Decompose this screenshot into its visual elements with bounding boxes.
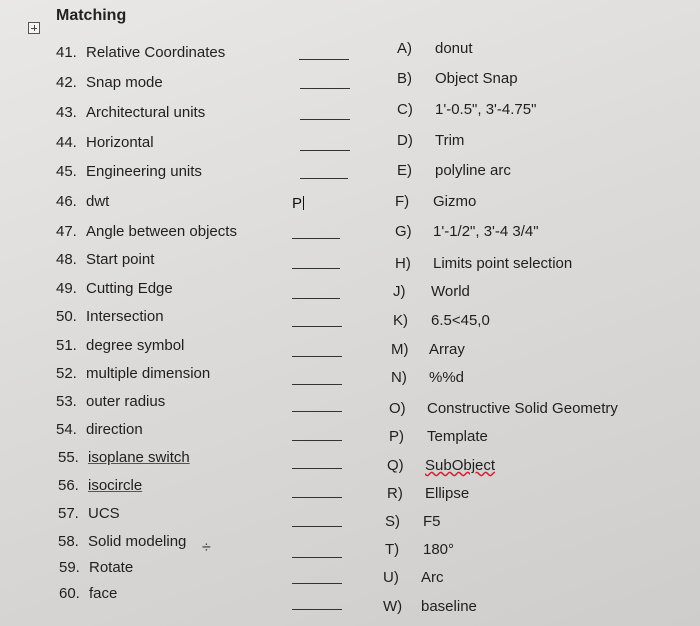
answer-option — [395, 223, 539, 240]
answer-text: Template — [427, 428, 488, 445]
answer-option — [395, 255, 572, 272]
question-text: Solid modeling — [88, 533, 187, 550]
answer-text: F5 — [423, 513, 441, 530]
answer-letter: G) — [395, 223, 412, 240]
answer-option — [383, 598, 477, 615]
answer-letter: T) — [385, 541, 400, 558]
question-number: 47. — [56, 223, 77, 240]
answer-blank-line[interactable] — [292, 440, 342, 441]
question-number: 44. — [56, 134, 77, 151]
typed-answer-text: P — [292, 195, 303, 212]
question-text: Intersection — [86, 308, 164, 325]
answer-text: 1'-0.5", 3'-4.75" — [435, 101, 537, 118]
answer-letter: N) — [391, 369, 407, 386]
answer-option — [391, 341, 465, 358]
answer-blank-line[interactable] — [292, 326, 342, 327]
question-item — [59, 585, 117, 602]
answer-option — [397, 70, 518, 87]
question-text: Rotate — [89, 559, 134, 576]
answer-text: Ellipse — [425, 485, 470, 502]
question-number: 53. — [56, 393, 77, 410]
answer-blank-line[interactable] — [300, 178, 348, 179]
answer-blank-line[interactable] — [292, 557, 342, 558]
question-text: Angle between objects — [86, 223, 237, 240]
question-item — [58, 449, 190, 466]
answer-option — [397, 132, 464, 149]
answer-text: Gizmo — [433, 193, 477, 210]
question-number: 58. — [58, 533, 79, 550]
question-number: 54. — [56, 421, 77, 438]
question-number: 49. — [56, 280, 77, 297]
answer-letter: O) — [389, 400, 406, 417]
question-number: 60. — [59, 585, 80, 602]
question-item — [59, 559, 133, 576]
answer-blank-line[interactable] — [292, 268, 340, 269]
question-item — [56, 44, 225, 61]
question-item — [56, 104, 205, 121]
answer-option — [397, 40, 473, 57]
answer-blank-line[interactable] — [292, 497, 342, 498]
typed-answer-46[interactable] — [292, 195, 304, 212]
answer-blank-line[interactable] — [292, 356, 342, 357]
answer-option — [397, 162, 511, 179]
question-number: 57. — [58, 505, 79, 522]
answer-option — [385, 541, 454, 558]
answer-letter: W) — [383, 598, 403, 615]
question-item — [58, 477, 142, 494]
question-text: Engineering units — [86, 163, 202, 180]
answer-blank-line[interactable] — [292, 298, 340, 299]
question-text: Cutting Edge — [86, 280, 173, 297]
question-item — [56, 163, 202, 180]
question-item — [56, 393, 165, 410]
answer-option — [389, 400, 618, 417]
question-number: 42. — [56, 74, 77, 91]
question-number: 45. — [56, 163, 77, 180]
answer-letter: C) — [397, 101, 413, 118]
question-item — [56, 193, 109, 210]
answer-blank-line[interactable] — [292, 411, 342, 412]
question-text: Horizontal — [86, 134, 154, 151]
answer-blank-line[interactable] — [300, 150, 350, 151]
answer-option — [397, 101, 536, 118]
answer-option — [387, 457, 495, 474]
question-text: Start point — [86, 251, 155, 268]
answer-option — [383, 569, 444, 586]
answer-option — [393, 312, 490, 329]
question-item — [56, 223, 237, 240]
answer-letter: J) — [393, 283, 406, 300]
answer-text: Object Snap — [435, 70, 518, 87]
answer-text: Trim — [435, 132, 465, 149]
answer-text: donut — [435, 40, 473, 57]
question-item — [56, 134, 154, 151]
question-item — [56, 74, 163, 91]
answer-letter: D) — [397, 132, 413, 149]
question-text: multiple dimension — [86, 365, 211, 382]
answer-letter: R) — [387, 485, 403, 502]
answer-option — [391, 369, 464, 386]
question-number: 48. — [56, 251, 77, 268]
answer-blank-line[interactable] — [300, 119, 350, 120]
answer-text: World — [431, 283, 470, 300]
question-text: direction — [86, 421, 143, 438]
question-item — [56, 308, 164, 325]
question-text: dwt — [86, 193, 110, 210]
answer-option — [387, 485, 469, 502]
answer-blank-line[interactable] — [292, 468, 342, 469]
answer-option — [395, 193, 476, 210]
expand-plus-icon[interactable] — [28, 22, 40, 34]
question-text: face — [89, 585, 118, 602]
answer-text: Limits point selection — [433, 255, 573, 272]
question-number: 50. — [56, 308, 77, 325]
question-text: isoplane switch — [88, 449, 190, 466]
question-item — [56, 280, 173, 297]
answer-text: 1'-1/2", 3'-4 3/4" — [433, 223, 539, 240]
question-text: Relative Coordinates — [86, 44, 226, 61]
question-item — [58, 505, 120, 522]
answer-letter: M) — [391, 341, 409, 358]
answer-blank-line[interactable] — [292, 238, 340, 239]
question-text: degree symbol — [86, 337, 185, 354]
question-number: 43. — [56, 104, 77, 121]
answer-text: SubObject — [425, 457, 496, 474]
question-item — [56, 337, 184, 354]
question-number: 55. — [58, 449, 79, 466]
answer-letter: E) — [397, 162, 412, 179]
answer-option — [389, 428, 488, 445]
question-number: 51. — [56, 337, 77, 354]
answer-blank-line[interactable] — [292, 583, 342, 584]
answer-text: Constructive Solid Geometry — [427, 400, 618, 417]
answer-letter: Q) — [387, 457, 404, 474]
question-number: 41. — [56, 44, 77, 61]
answer-text: polyline arc — [435, 162, 511, 179]
question-number: 56. — [58, 477, 79, 494]
answer-letter: S) — [385, 513, 400, 530]
answer-text: 180° — [423, 541, 455, 558]
section-title: Matching — [56, 7, 127, 24]
answer-text: baseline — [421, 598, 477, 615]
answer-letter: B) — [397, 70, 412, 87]
answer-letter: P) — [389, 428, 404, 445]
answer-letter: F) — [395, 193, 410, 210]
move-cursor-icon: ÷ — [202, 539, 211, 556]
answer-blank-line[interactable] — [292, 384, 342, 385]
question-text: UCS — [88, 505, 120, 522]
answer-text: Arc — [421, 569, 444, 586]
question-item — [56, 421, 143, 438]
question-item — [56, 251, 154, 268]
question-number: 52. — [56, 365, 77, 382]
question-number: 59. — [59, 559, 80, 576]
answer-blank-line[interactable] — [292, 526, 342, 527]
answer-letter: U) — [383, 569, 399, 586]
question-text: outer radius — [86, 393, 166, 410]
answer-option — [393, 283, 470, 300]
answer-letter: K) — [393, 312, 408, 329]
answer-blank-line[interactable] — [300, 88, 350, 89]
answer-letter: A) — [397, 40, 412, 57]
question-item — [58, 533, 186, 550]
text-cursor — [303, 196, 304, 210]
answer-letter: H) — [395, 255, 411, 272]
answer-text: %%d — [429, 369, 465, 386]
question-text: isocircle — [88, 477, 143, 494]
question-number: 46. — [56, 193, 77, 210]
answer-text: Array — [429, 341, 465, 358]
question-text: Snap mode — [86, 74, 163, 91]
answer-blank-line[interactable] — [299, 59, 349, 60]
answer-option — [385, 513, 441, 530]
answer-text: 6.5<45,0 — [431, 312, 490, 329]
question-text: Architectural units — [86, 104, 206, 121]
answer-blank-line[interactable] — [292, 609, 342, 610]
question-item — [56, 365, 210, 382]
